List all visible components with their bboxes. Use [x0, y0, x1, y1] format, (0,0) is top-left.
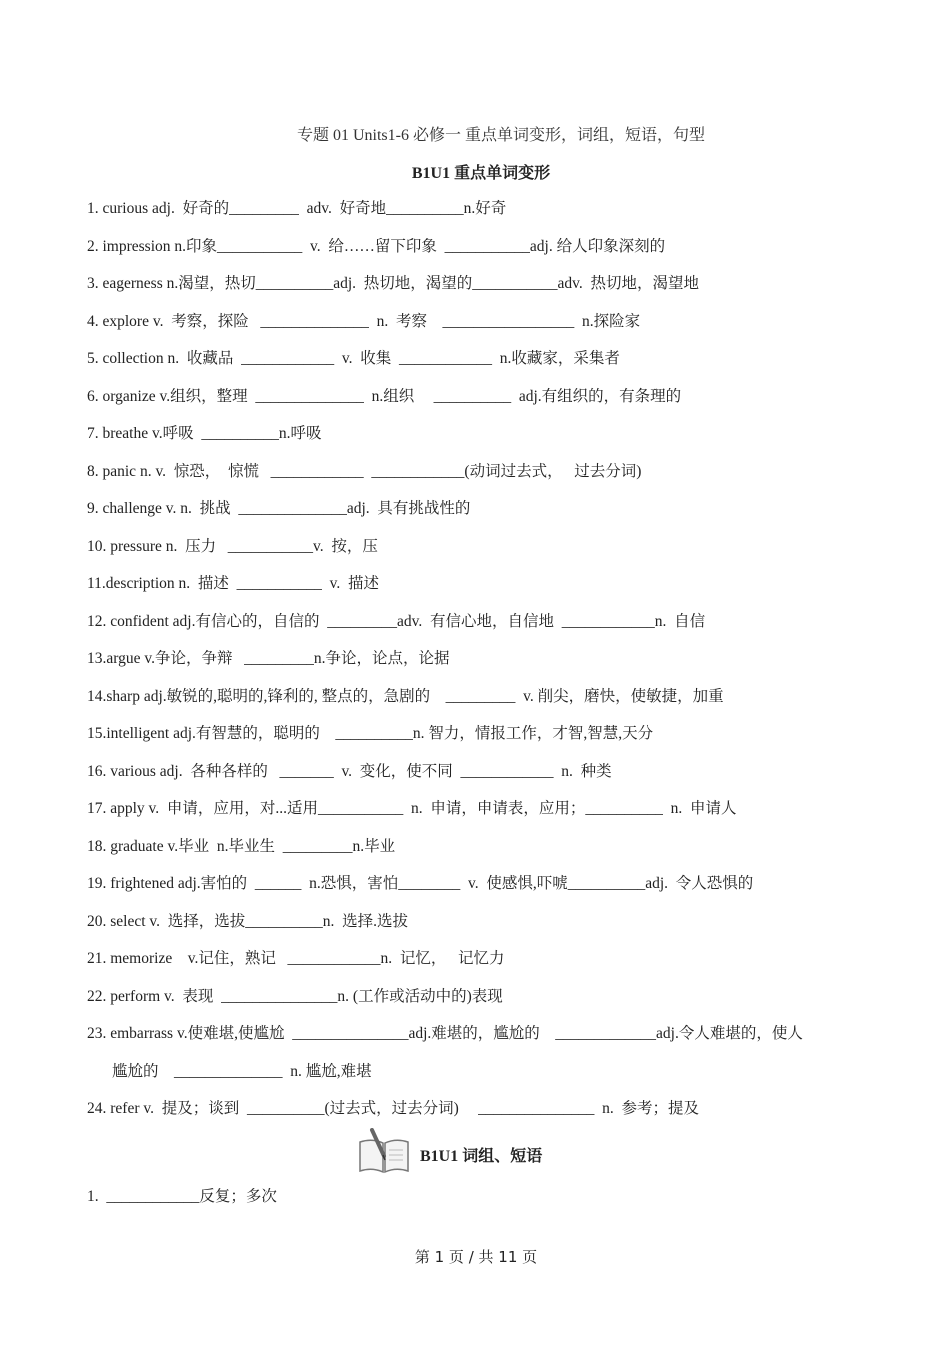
list-item: 18. graduate v.毕业 n.毕业生 _________n.毕业: [87, 837, 396, 855]
document-title: 专题 01 Units1-6 必修一 重点单词变形，词组，短语，句型: [296, 127, 705, 144]
list-item: 22. perform v. 表现 _______________n. (工作或活动中的)表现: [87, 987, 503, 1005]
list-item: 8. panic n. v. 惊恐， 惊慌 ____________ ____________(动词过去式， 过去分词): [87, 462, 642, 480]
list-item: 16. various adj. 各种各样的 _______ v. 变化，使不同 ____________ n. 种类: [87, 762, 612, 780]
section-title-word-forms: B1U1 重点单词变形: [411, 165, 551, 182]
list-item: 19. frightened adj.害怕的 ______ n.恐惧，害怕________ v. 使感惧,吓唬__________adj. 令人恐惧的: [87, 875, 754, 892]
list-item-continuation: 尴尬的 ______________ n. 尴尬,难堪: [112, 1062, 372, 1080]
list-item: 15.intelligent adj.有智慧的，聪明的 __________n. 智力，情报工作，才智,智慧,天分: [87, 725, 654, 742]
list-item: 9. challenge v. n. 挑战 ______________adj. 具有挑战性的: [87, 500, 471, 517]
book-pencil-icon: [356, 1128, 412, 1181]
section-heading-phrases: [356, 1128, 542, 1181]
phrase-item: 1. ____________反复；多次: [87, 1188, 277, 1205]
list-item: 6. organize v.组织，整理 ______________ n.组织 __________ adj.有组织的，有条理的: [87, 387, 682, 405]
list-item: 13.argue v.争论，争辩 _________n.争论，论点，论据: [87, 650, 450, 667]
list-item: 4. explore v. 考察，探险 ______________ n. 考察 _________________ n.探险家: [87, 312, 641, 330]
page-number: 第 1 页 / 共 11 页: [414, 1248, 538, 1266]
list-item: 21. memorize v.记住，熟记 ____________n. 记忆， 记忆力: [87, 950, 505, 967]
list-item: 20. select v. 选择，选拔__________n. 选择.选拔: [87, 912, 409, 930]
section-title-phrases: B1U1 词组、短语: [420, 1148, 543, 1165]
list-item: 10. pressure n. 压力 ___________v. 按，压: [87, 537, 378, 555]
list-item: 5. collection n. 收藏品 ____________ v. 收集 ____________ n.收藏家，采集者: [87, 350, 620, 367]
list-item: 3. eagerness n.渴望，热切__________adj. 热切地，渴望的___________adv. 热切地，渴望地: [87, 275, 700, 292]
list-item: 23. embarrass v.使难堪,使尴尬 _______________adj.难堪的，尴尬的 _____________adj.令人难堪的，使人: [87, 1025, 803, 1042]
list-item: 11.description n. 描述 ___________ v. 描述: [87, 575, 380, 592]
list-item: 12. confident adj.有信心的，自信的 _________adv. 有信心地，自信地 ____________n. 自信: [87, 612, 706, 630]
list-item: 14.sharp adj.敏锐的,聪明的,锋利的, 整点的，急剧的 _________ v. 削尖，磨快，使敏捷，加重: [87, 687, 724, 705]
list-item: 17. apply v. 申请，应用，对...适用___________ n. 申请，申请表，应用；__________ n. 申请人: [87, 800, 737, 817]
list-item: 7. breathe v.呼吸 __________n.呼吸: [87, 425, 322, 442]
list-item: 2. impression n.印象___________ v. 给……留下印象 ___________adj. 给人印象深刻的: [87, 237, 666, 255]
list-item: 1. curious adj. 好奇的_________ adv. 好奇地__________n.好奇: [87, 200, 507, 217]
list-item: 24. refer v. 提及；谈到 __________(过去式，过去分词) _______________ n. 参考；提及: [87, 1100, 700, 1117]
word-forms-list: [87, 198, 887, 1136]
